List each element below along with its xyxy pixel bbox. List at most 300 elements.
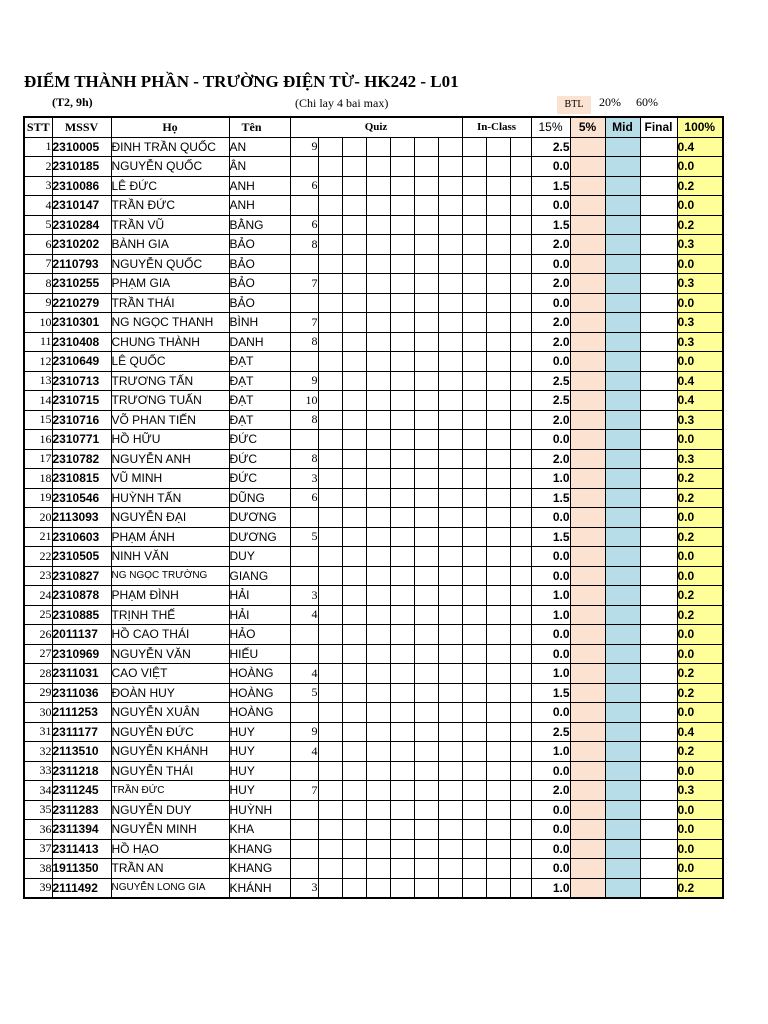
row-quiz-1 (290, 839, 318, 859)
row-quiz-1: 8 (290, 332, 318, 352)
row-quiz-empty (318, 157, 342, 177)
row-mssv: 2310505 (52, 547, 111, 567)
row-quiz-empty (366, 683, 390, 703)
row-quiz-empty (414, 352, 438, 372)
row-ho: PHẠM GIA (111, 274, 229, 294)
row-total: 0.2 (677, 605, 723, 625)
row-mssv: 2111492 (52, 878, 111, 898)
row-quiz-empty (414, 508, 438, 528)
row-total: 0.3 (677, 332, 723, 352)
row-score-15: 1.5 (531, 683, 570, 703)
row-quiz-empty (318, 274, 342, 294)
row-stt: 14 (24, 391, 52, 411)
row-total: 0.2 (677, 176, 723, 196)
row-quiz-empty (414, 274, 438, 294)
row-quiz-empty (366, 469, 390, 489)
row-quiz-empty (414, 586, 438, 606)
row-quiz-empty (366, 566, 390, 586)
row-mid (605, 469, 640, 489)
row-quiz-empty (366, 644, 390, 664)
row-quiz-1 (290, 859, 318, 879)
row-btl (570, 761, 605, 781)
row-score-15: 1.0 (531, 605, 570, 625)
row-quiz-1 (290, 800, 318, 820)
row-btl (570, 859, 605, 879)
row-quiz-empty (414, 644, 438, 664)
row-ten: HUỲNH (229, 800, 290, 820)
row-quiz-empty (390, 430, 414, 450)
row-quiz-empty (342, 196, 366, 216)
row-ho: NGUYỄN LONG GIA (111, 878, 229, 898)
header-mssv: MSSV (52, 117, 111, 137)
row-inclass-empty (486, 293, 510, 313)
row-quiz-empty (390, 332, 414, 352)
row-quiz-empty (366, 488, 390, 508)
row-quiz-empty (390, 547, 414, 567)
row-mid (605, 859, 640, 879)
table-row (24, 761, 723, 781)
row-quiz-empty (366, 547, 390, 567)
row-final (640, 800, 677, 820)
row-final (640, 625, 677, 645)
row-quiz-empty (318, 859, 342, 879)
row-quiz-empty (438, 859, 462, 879)
row-btl (570, 625, 605, 645)
row-ten: AN (229, 137, 290, 157)
row-mid (605, 352, 640, 372)
row-ten: DANH (229, 332, 290, 352)
row-ho: HỒ HỮU (111, 430, 229, 450)
row-quiz-empty (390, 449, 414, 469)
row-final (640, 820, 677, 840)
row-btl (570, 547, 605, 567)
row-ho: TRẦN THÁI (111, 293, 229, 313)
row-total: 0.2 (677, 488, 723, 508)
row-quiz-empty (318, 781, 342, 801)
row-quiz-empty (318, 878, 342, 898)
row-quiz-empty (366, 859, 390, 879)
row-mssv: 2310969 (52, 644, 111, 664)
row-final (640, 469, 677, 489)
row-quiz-empty (366, 371, 390, 391)
row-quiz-empty (318, 644, 342, 664)
row-mssv: 2310771 (52, 430, 111, 450)
row-total: 0.0 (677, 761, 723, 781)
row-ho: VÕ PHAN TIẾN (111, 410, 229, 430)
table-row (24, 625, 723, 645)
row-quiz-empty (390, 644, 414, 664)
row-btl (570, 254, 605, 274)
row-mssv: 2310255 (52, 274, 111, 294)
row-ho: NGUYỄN MINH (111, 820, 229, 840)
row-quiz-empty (390, 625, 414, 645)
row-quiz-1: 3 (290, 878, 318, 898)
row-quiz-empty (414, 313, 438, 333)
row-quiz-empty (342, 332, 366, 352)
row-quiz-1: 7 (290, 313, 318, 333)
row-inclass-empty (486, 488, 510, 508)
row-quiz-empty (438, 196, 462, 216)
row-score-15: 0.0 (531, 761, 570, 781)
row-inclass-empty (462, 527, 486, 547)
row-quiz-empty (342, 254, 366, 274)
row-score-15: 0.0 (531, 293, 570, 313)
row-btl (570, 683, 605, 703)
row-mid (605, 410, 640, 430)
row-mssv: 2210279 (52, 293, 111, 313)
row-quiz-empty (318, 683, 342, 703)
row-stt: 11 (24, 332, 52, 352)
table-row (24, 722, 723, 742)
row-final (640, 235, 677, 255)
row-mid (605, 508, 640, 528)
row-mssv: 2310301 (52, 313, 111, 333)
row-quiz-empty (414, 137, 438, 157)
row-stt: 24 (24, 586, 52, 606)
row-quiz-empty (342, 683, 366, 703)
header-inclass: In-Class (462, 117, 531, 137)
row-score-15: 1.0 (531, 878, 570, 898)
row-inclass-empty (510, 391, 531, 411)
row-quiz-1 (290, 293, 318, 313)
row-inclass-empty (462, 196, 486, 216)
row-quiz-1: 7 (290, 781, 318, 801)
row-mid (605, 625, 640, 645)
row-quiz-empty (318, 196, 342, 216)
row-mid (605, 742, 640, 762)
row-quiz-empty (414, 391, 438, 411)
row-quiz-empty (414, 878, 438, 898)
row-inclass-empty (510, 839, 531, 859)
row-quiz-empty (318, 215, 342, 235)
row-quiz-empty (366, 410, 390, 430)
row-inclass-empty (486, 449, 510, 469)
row-final (640, 547, 677, 567)
header-final: Final (640, 117, 677, 137)
row-mssv: 2310147 (52, 196, 111, 216)
row-mssv: 2310086 (52, 176, 111, 196)
row-quiz-empty (318, 586, 342, 606)
row-quiz-empty (342, 820, 366, 840)
row-score-15: 1.0 (531, 742, 570, 762)
row-inclass-empty (486, 430, 510, 450)
row-quiz-empty (414, 839, 438, 859)
row-quiz-empty (318, 235, 342, 255)
row-quiz-empty (390, 722, 414, 742)
row-inclass-empty (462, 547, 486, 567)
row-quiz-empty (342, 859, 366, 879)
row-inclass-empty (510, 274, 531, 294)
row-quiz-empty (366, 391, 390, 411)
row-quiz-empty (366, 586, 390, 606)
row-total: 0.0 (677, 859, 723, 879)
row-ho: ĐOÀN HUY (111, 683, 229, 703)
row-quiz-1 (290, 820, 318, 840)
row-stt: 10 (24, 313, 52, 333)
row-stt: 15 (24, 410, 52, 430)
row-quiz-empty (366, 352, 390, 372)
row-mssv: 2311245 (52, 781, 111, 801)
row-inclass-empty (486, 605, 510, 625)
row-quiz-empty (342, 586, 366, 606)
row-inclass-empty (462, 235, 486, 255)
row-mssv: 2310649 (52, 352, 111, 372)
table-row (24, 605, 723, 625)
row-quiz-empty (366, 761, 390, 781)
row-inclass-empty (486, 274, 510, 294)
row-quiz-empty (390, 137, 414, 157)
row-inclass-empty (462, 586, 486, 606)
row-quiz-1: 8 (290, 235, 318, 255)
row-quiz-1: 3 (290, 469, 318, 489)
row-ho: TRƯƠNG TUẤN (111, 391, 229, 411)
row-quiz-empty (366, 449, 390, 469)
row-ho: LÊ QUỐC (111, 352, 229, 372)
row-mid (605, 722, 640, 742)
row-ten: HUY (229, 722, 290, 742)
row-stt: 19 (24, 488, 52, 508)
row-quiz-empty (390, 859, 414, 879)
row-inclass-empty (510, 508, 531, 528)
row-quiz-empty (318, 820, 342, 840)
row-quiz-empty (438, 488, 462, 508)
row-quiz-empty (366, 157, 390, 177)
row-mid (605, 703, 640, 723)
row-final (640, 605, 677, 625)
row-quiz-1 (290, 761, 318, 781)
row-inclass-empty (510, 449, 531, 469)
row-quiz-empty (366, 703, 390, 723)
row-ten: HUY (229, 742, 290, 762)
row-quiz-empty (366, 430, 390, 450)
row-mssv: 2311413 (52, 839, 111, 859)
row-quiz-empty (414, 703, 438, 723)
row-ten: HUY (229, 761, 290, 781)
row-inclass-empty (486, 859, 510, 879)
row-quiz-empty (318, 703, 342, 723)
row-quiz-empty (318, 469, 342, 489)
row-ten: DƯƠNG (229, 527, 290, 547)
row-quiz-empty (438, 742, 462, 762)
row-score-15: 0.0 (531, 157, 570, 177)
row-quiz-empty (366, 332, 390, 352)
row-quiz-empty (318, 664, 342, 684)
row-total: 0.3 (677, 235, 723, 255)
row-stt: 33 (24, 761, 52, 781)
row-quiz-1 (290, 644, 318, 664)
row-quiz-empty (414, 157, 438, 177)
row-quiz-empty (318, 352, 342, 372)
table-row (24, 332, 723, 352)
row-quiz-empty (342, 703, 366, 723)
row-quiz-empty (318, 254, 342, 274)
row-quiz-1: 3 (290, 586, 318, 606)
row-quiz-1 (290, 196, 318, 216)
row-total: 0.4 (677, 722, 723, 742)
row-stt: 7 (24, 254, 52, 274)
row-ten: ANH (229, 176, 290, 196)
row-total: 0.3 (677, 449, 723, 469)
row-stt: 2 (24, 157, 52, 177)
row-inclass-empty (510, 703, 531, 723)
row-ho: NG NGỌC THANH (111, 313, 229, 333)
row-quiz-empty (390, 235, 414, 255)
row-mid (605, 800, 640, 820)
row-ten: BẢO (229, 293, 290, 313)
row-quiz-empty (342, 313, 366, 333)
row-ten: BÌNH (229, 313, 290, 333)
row-ho: HỒ CAO THÁI (111, 625, 229, 645)
row-score-15: 2.0 (531, 274, 570, 294)
row-mssv: 2111253 (52, 703, 111, 723)
row-quiz-empty (414, 410, 438, 430)
row-ten: ÂN (229, 157, 290, 177)
row-quiz-empty (342, 800, 366, 820)
row-quiz-empty (366, 781, 390, 801)
row-quiz-empty (438, 820, 462, 840)
row-quiz-empty (318, 625, 342, 645)
row-score-15: 0.0 (531, 820, 570, 840)
row-score-15: 2.0 (531, 313, 570, 333)
row-ten: KHANG (229, 859, 290, 879)
row-quiz-empty (342, 293, 366, 313)
row-stt: 1 (24, 137, 52, 157)
row-quiz-empty (438, 722, 462, 742)
row-final (640, 410, 677, 430)
row-quiz-empty (414, 332, 438, 352)
row-final (640, 508, 677, 528)
row-quiz-empty (342, 137, 366, 157)
row-inclass-empty (486, 332, 510, 352)
row-inclass-empty (510, 176, 531, 196)
row-ho: TRƯƠNG TẤN (111, 371, 229, 391)
row-mssv: 2310715 (52, 391, 111, 411)
row-quiz-empty (390, 820, 414, 840)
row-inclass-empty (510, 586, 531, 606)
row-ten: BẢO (229, 274, 290, 294)
row-final (640, 293, 677, 313)
row-stt: 18 (24, 469, 52, 489)
row-inclass-empty (510, 332, 531, 352)
table-row (24, 781, 723, 801)
row-quiz-empty (390, 566, 414, 586)
row-inclass-empty (462, 625, 486, 645)
row-score-15: 2.0 (531, 781, 570, 801)
row-quiz-empty (414, 761, 438, 781)
row-inclass-empty (510, 566, 531, 586)
row-btl (570, 742, 605, 762)
row-quiz-empty (366, 839, 390, 859)
row-btl (570, 449, 605, 469)
row-quiz-empty (390, 586, 414, 606)
row-inclass-empty (486, 157, 510, 177)
row-quiz-empty (318, 508, 342, 528)
row-quiz-empty (342, 644, 366, 664)
row-ho: NGUYỄN THÁI (111, 761, 229, 781)
row-mid (605, 430, 640, 450)
row-stt: 27 (24, 644, 52, 664)
row-inclass-empty (510, 235, 531, 255)
row-final (640, 157, 677, 177)
row-mssv: 2310885 (52, 605, 111, 625)
table-row (24, 839, 723, 859)
row-final (640, 488, 677, 508)
row-total: 0.0 (677, 644, 723, 664)
row-inclass-empty (510, 664, 531, 684)
row-quiz-empty (366, 196, 390, 216)
row-inclass-empty (486, 664, 510, 684)
row-final (640, 137, 677, 157)
row-ten: BẢO (229, 235, 290, 255)
row-quiz-empty (438, 254, 462, 274)
row-quiz-empty (342, 722, 366, 742)
row-quiz-empty (438, 800, 462, 820)
row-quiz-empty (342, 371, 366, 391)
row-ho: NGUYỄN XUÂN (111, 703, 229, 723)
row-ho: NGUYỄN QUỐC (111, 157, 229, 177)
btl-label: BTL (557, 96, 591, 114)
row-quiz-empty (342, 176, 366, 196)
row-score-15: 1.0 (531, 469, 570, 489)
row-ten: KHA (229, 820, 290, 840)
row-inclass-empty (462, 742, 486, 762)
row-stt: 38 (24, 859, 52, 879)
row-inclass-empty (462, 157, 486, 177)
row-ten: GIANG (229, 566, 290, 586)
row-mid (605, 761, 640, 781)
row-btl (570, 176, 605, 196)
table-row (24, 235, 723, 255)
row-quiz-empty (390, 683, 414, 703)
row-inclass-empty (486, 625, 510, 645)
row-quiz-empty (438, 664, 462, 684)
row-final (640, 878, 677, 898)
row-score-15: 2.0 (531, 449, 570, 469)
row-quiz-empty (438, 878, 462, 898)
row-mid (605, 176, 640, 196)
row-inclass-empty (462, 859, 486, 879)
row-quiz-empty (414, 566, 438, 586)
row-quiz-empty (342, 469, 366, 489)
row-ho: HỒ HẠO (111, 839, 229, 859)
row-inclass-empty (510, 215, 531, 235)
row-inclass-empty (486, 761, 510, 781)
row-quiz-empty (390, 605, 414, 625)
row-mid (605, 781, 640, 801)
row-quiz-1: 9 (290, 137, 318, 157)
row-stt: 29 (24, 683, 52, 703)
row-stt: 26 (24, 625, 52, 645)
row-inclass-empty (486, 586, 510, 606)
header-row (24, 117, 723, 137)
row-inclass-empty (462, 722, 486, 742)
row-stt: 22 (24, 547, 52, 567)
row-stt: 32 (24, 742, 52, 762)
row-total: 0.0 (677, 800, 723, 820)
row-quiz-empty (318, 566, 342, 586)
row-quiz-empty (414, 293, 438, 313)
row-quiz-empty (390, 157, 414, 177)
row-total: 0.0 (677, 547, 723, 567)
row-mssv: 2113093 (52, 508, 111, 528)
row-quiz-empty (390, 352, 414, 372)
row-inclass-empty (462, 449, 486, 469)
row-total: 0.4 (677, 371, 723, 391)
row-stt: 35 (24, 800, 52, 820)
row-quiz-1 (290, 508, 318, 528)
row-inclass-empty (510, 781, 531, 801)
row-btl (570, 196, 605, 216)
